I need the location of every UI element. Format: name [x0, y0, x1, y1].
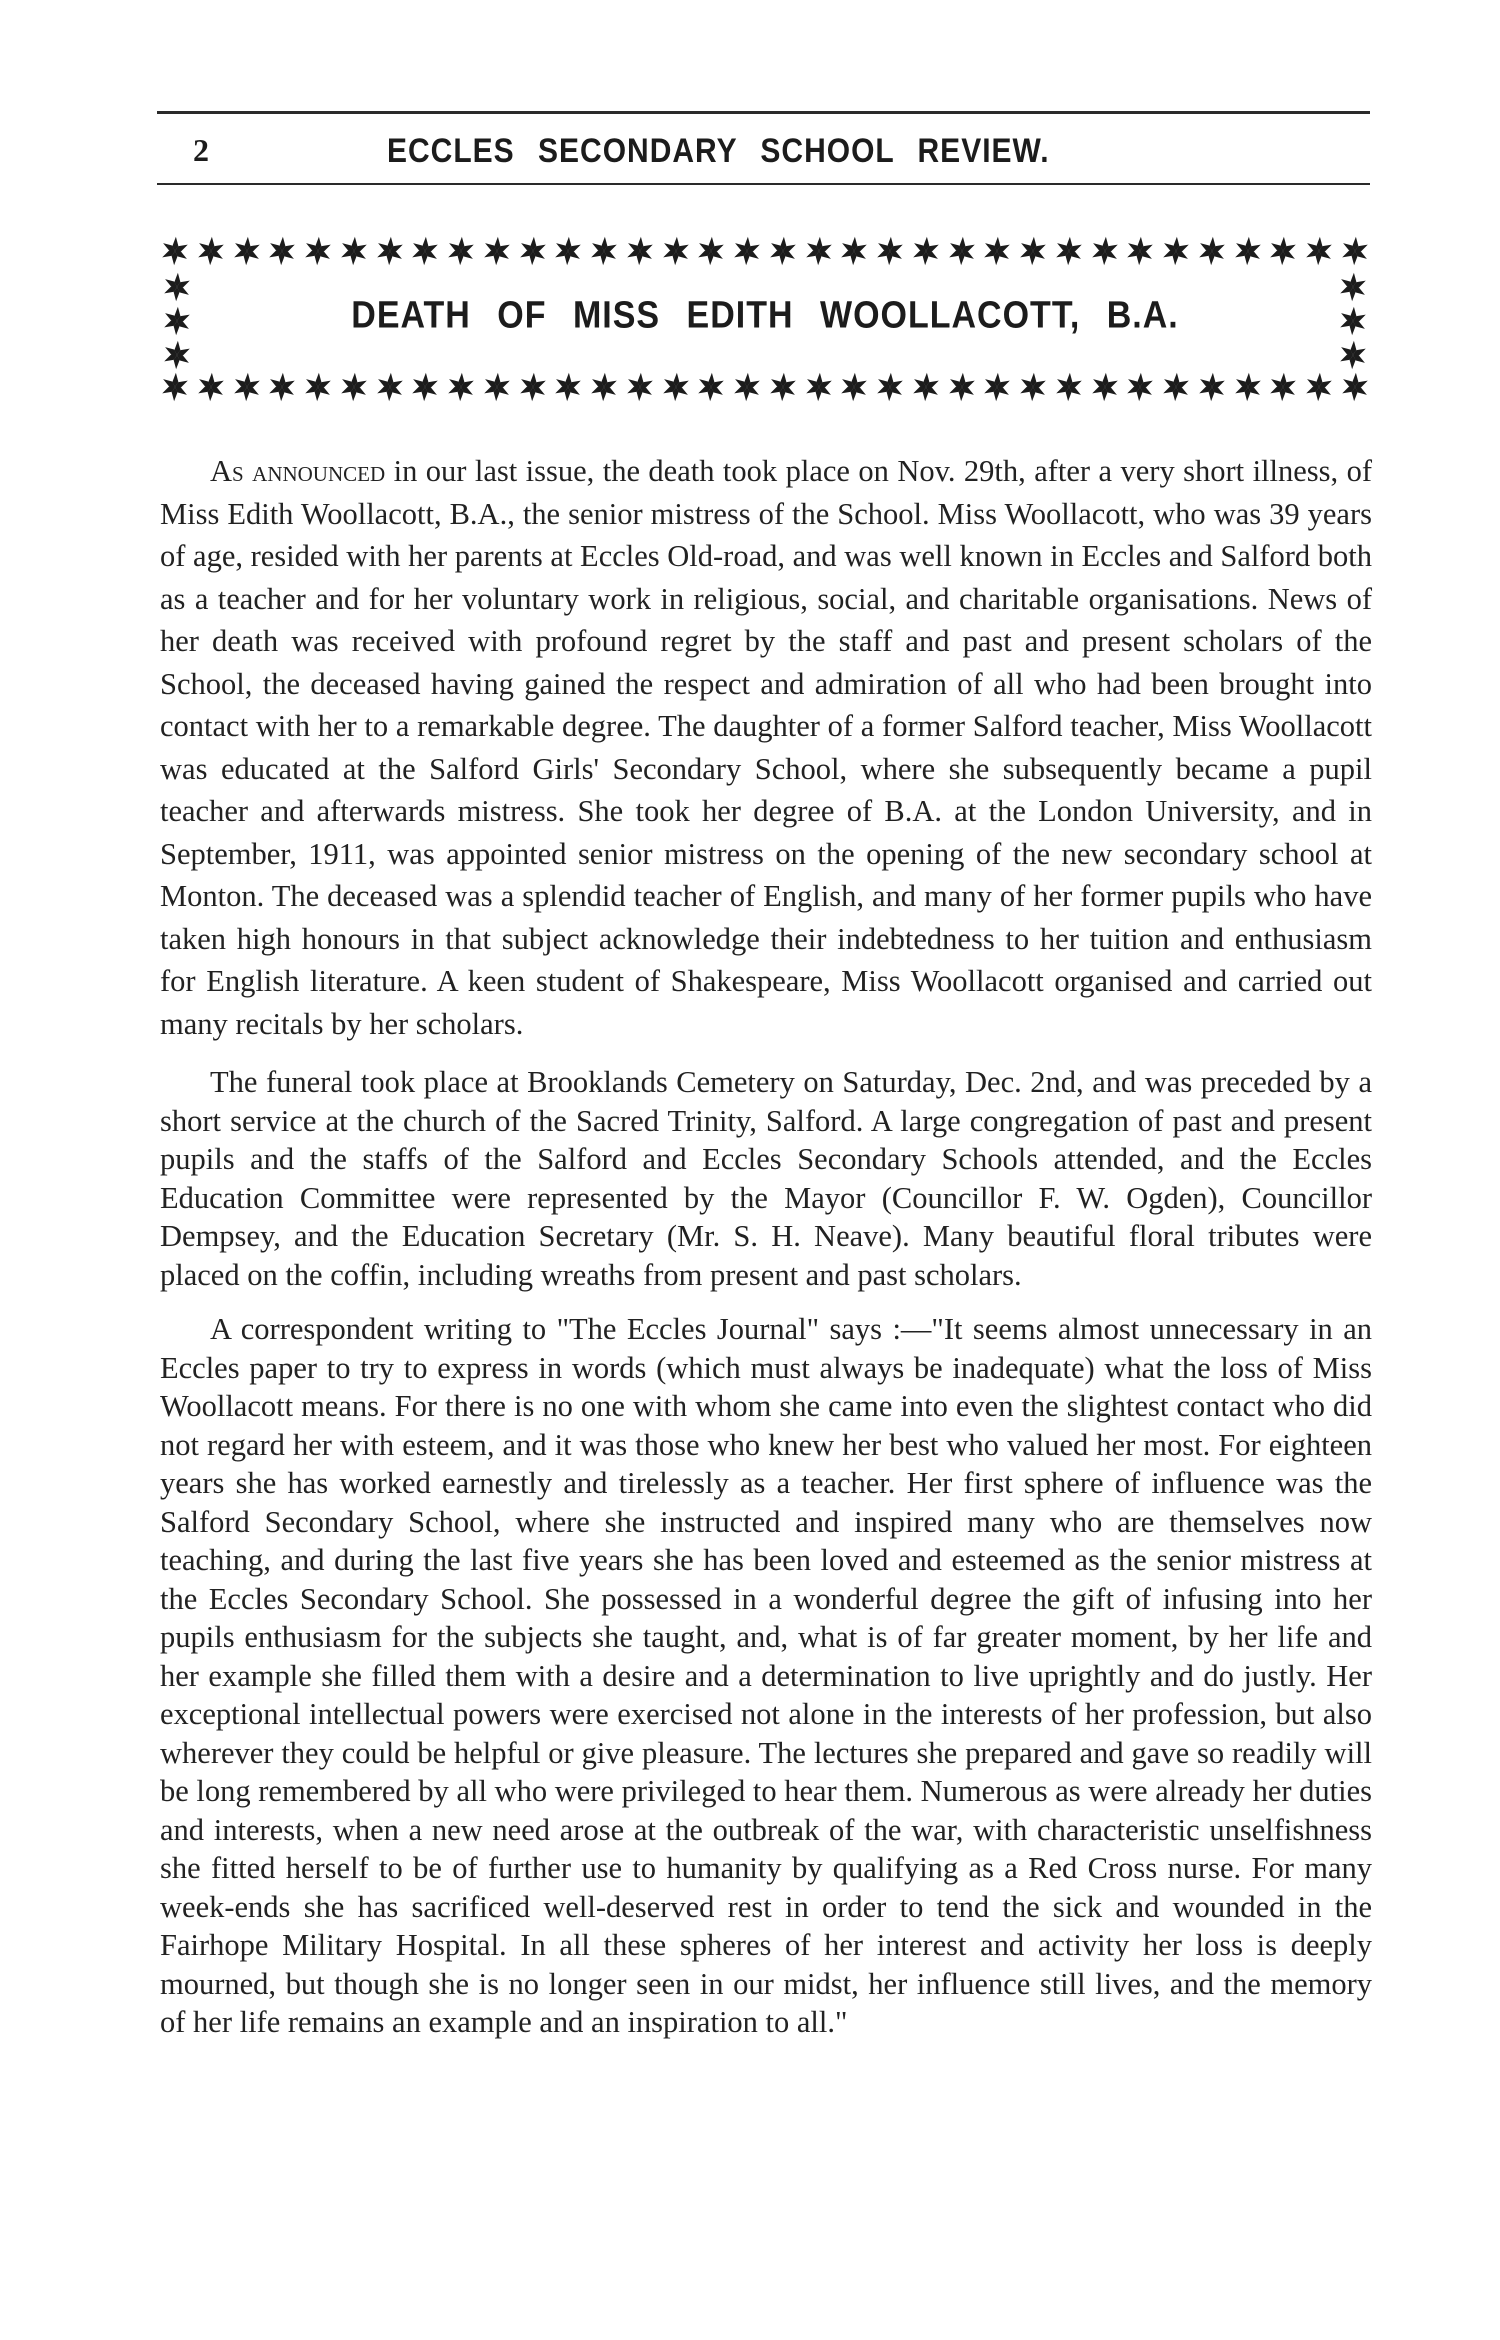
star-ornament-icon — [625, 372, 655, 402]
star-ornament-icon — [518, 236, 548, 266]
star-ornament-icon — [982, 236, 1012, 266]
star-ornament-icon — [553, 372, 583, 402]
star-ornament-icon — [267, 236, 297, 266]
headline-ornament-frame — [160, 236, 1370, 408]
star-ornament-icon — [1304, 372, 1334, 402]
star-ornament-icon — [1018, 372, 1048, 402]
header-rule-bottom — [157, 183, 1370, 185]
star-ornament-icon — [1197, 236, 1227, 266]
article-headline: DEATH OF MISS EDITH WOOLLACOTT, B.A. — [351, 293, 1179, 337]
star-ornament-icon — [446, 236, 476, 266]
star-ornament-icon — [839, 372, 869, 402]
star-ornament-icon — [661, 372, 691, 402]
star-ornament-icon — [661, 236, 691, 266]
star-ornament-icon — [982, 372, 1012, 402]
star-ornament-icon — [1340, 372, 1370, 402]
header-rule-top — [157, 111, 1370, 114]
star-ornament-icon — [911, 236, 941, 266]
star-ornament-icon — [339, 236, 369, 266]
star-ornament-icon — [410, 236, 440, 266]
star-ornament-icon — [196, 236, 226, 266]
star-ornament-icon — [1125, 236, 1155, 266]
star-ornament-icon — [1233, 372, 1263, 402]
paragraph-announcement-text: in our last issue, the death took place on Nov. 29th, after a very short illness, of Miss Edith Woollacott, B.A., the senior mistress of the School. Miss Woollacott, who was 39 years of age, resided with her parents at Eccles Old-road, and was well known in Eccles and Salford both as a teacher and for her voluntary work in religious, social, and charitable organisations. News of her death was received with profound regret by the staff and past and present scholars of the School, the deceased having gained the respect and admiration of all who had been brought into contact with her to a remarkable degree. The daughter of a former Salford teacher, Miss Woollacott was educated at the Salford Girls' Secondary School, where she subsequently became a pupil teacher and afterwards mistress. She took her degree of B.A. at the London University, and in September, 1911, was appointed senior mistress on the opening of the new secondary school at Monton. The deceased was a splendid teacher of English, and many of her former pupils who have taken high honours in that subject acknowledge their indebtedness to her tuition and enthusiasm for English literature. A keen student of Shakespeare, Miss Woollacott organised and carried out many recitals by her scholars. — [160, 454, 1373, 1041]
star-ornament-icon — [804, 372, 834, 402]
star-ornament-icon — [1161, 372, 1191, 402]
star-ornament-icon — [625, 236, 655, 266]
star-ornament-icon — [410, 372, 440, 402]
star-ornament-icon — [375, 372, 405, 402]
star-ornament-icon — [303, 372, 333, 402]
star-ornament-icon — [1268, 236, 1298, 266]
star-ornament-icon — [947, 372, 977, 402]
paragraph-correspondent-tribute: A correspondent writing to "The Eccles Journal" says :—"It seems almost unnecessary in an Eccles paper to try to express in words (which must always be inadequate) what the loss of Miss Woollacott means. For there is no one with whom she came into even the slightest contact who did not regard her with esteem, and it was those who knew her best who valued her most. For eighteen years she has worked earnestly and tirelessly as a teacher. Her first sphere of influence was the Salford Secondary School, where she instructed and inspired many who are themselves now teaching, and during the last five years she has been loved and esteemed as the senior mistress at the Eccles Secondary School. She possessed in a wonderful degree the gift of infusing into her pupils enthusiasm for the subjects she taught, and, what is of far greater moment, by her life and her example she filled them with a desire and a determination to live uprightly and do justly. Her exceptional intellectual powers were exercised not alone in the interests of her profession, but also wherever they could be helpful or give pleasure. The lectures she prepared and gave so readily will be long remembered by all who were privileged to hear them. Numerous as were already her duties and interests, when a new need arose at the outbreak of the war, with characteristic unselfishness she fitted herself to be of further use to humanity by qualifying as a Red Cross nurse. For many week-ends she has sacrificed well-deserved rest in order to tend the sick and wounded in the Fairhope Military Hospital. In all these spheres of her interest and activity her loss is deeply mourned, but though she is no longer seen in our midst, her influence still lives, and the memory of her life remains an example and an inspiration to all." — [160, 1312, 1372, 2039]
paragraph-funeral: The funeral took place at Brooklands Cemetery on Saturday, Dec. 2nd, and was preceded by a short service at the church of the Sacred Trinity, Salford. A large congregation of past and present pupils and the staffs of the Salford and Eccles Secondary Schools attended, and the Eccles Education Committee were represented by the Mayor (Councillor F. W. Ogden), Councillor Dempsey, and the Education Secretary (Mr. S. H. Neave). Many beautiful floral tributes were placed on the coffin, including wreaths from present and past scholars. — [160, 1065, 1372, 1292]
star-ornament-icon — [518, 372, 548, 402]
star-ornament-icon — [732, 236, 762, 266]
star-ornament-icon — [875, 372, 905, 402]
star-ornament-icon — [1338, 340, 1368, 370]
paragraph-announcement — [160, 450, 1372, 1045]
star-ornament-icon — [1268, 372, 1298, 402]
star-ornament-icon — [589, 372, 619, 402]
star-ornament-icon — [196, 372, 226, 402]
star-border-top — [160, 236, 1370, 270]
star-ornament-icon — [911, 372, 941, 402]
star-ornament-icon — [1090, 372, 1120, 402]
star-border-bottom — [160, 372, 1370, 406]
star-ornament-icon — [160, 236, 190, 266]
star-ornament-icon — [804, 236, 834, 266]
star-ornament-icon — [446, 372, 476, 402]
star-ornament-icon — [1197, 372, 1227, 402]
star-ornament-icon — [1054, 372, 1084, 402]
star-ornament-icon — [589, 236, 619, 266]
article-body — [160, 450, 1372, 2042]
star-ornament-icon — [1233, 236, 1263, 266]
journal-title: ECCLES SECONDARY SCHOOL REVIEW. — [387, 132, 1050, 170]
star-ornament-icon — [732, 372, 762, 402]
star-ornament-icon — [553, 236, 583, 266]
star-ornament-icon — [160, 372, 190, 402]
star-ornament-icon — [375, 236, 405, 266]
star-ornament-icon — [1054, 236, 1084, 266]
star-ornament-icon — [267, 372, 297, 402]
star-ornament-icon — [232, 236, 262, 266]
star-ornament-icon — [768, 372, 798, 402]
star-ornament-icon — [696, 372, 726, 402]
star-ornament-icon — [768, 236, 798, 266]
star-ornament-icon — [232, 372, 262, 402]
star-ornament-icon — [162, 340, 192, 370]
star-ornament-icon — [1018, 236, 1048, 266]
star-ornament-icon — [482, 236, 512, 266]
star-ornament-icon — [875, 236, 905, 266]
running-head — [157, 128, 1370, 172]
star-ornament-icon — [303, 236, 333, 266]
star-ornament-icon — [339, 372, 369, 402]
star-ornament-icon — [947, 236, 977, 266]
page-number: 2 — [193, 132, 210, 168]
lead-in-small-caps: As announced — [210, 454, 386, 488]
star-ornament-icon — [696, 236, 726, 266]
star-ornament-icon — [1340, 236, 1370, 266]
star-ornament-icon — [482, 372, 512, 402]
star-ornament-icon — [1125, 372, 1155, 402]
star-ornament-icon — [839, 236, 869, 266]
star-ornament-icon — [1161, 236, 1191, 266]
star-ornament-icon — [1304, 236, 1334, 266]
star-ornament-icon — [1090, 236, 1120, 266]
